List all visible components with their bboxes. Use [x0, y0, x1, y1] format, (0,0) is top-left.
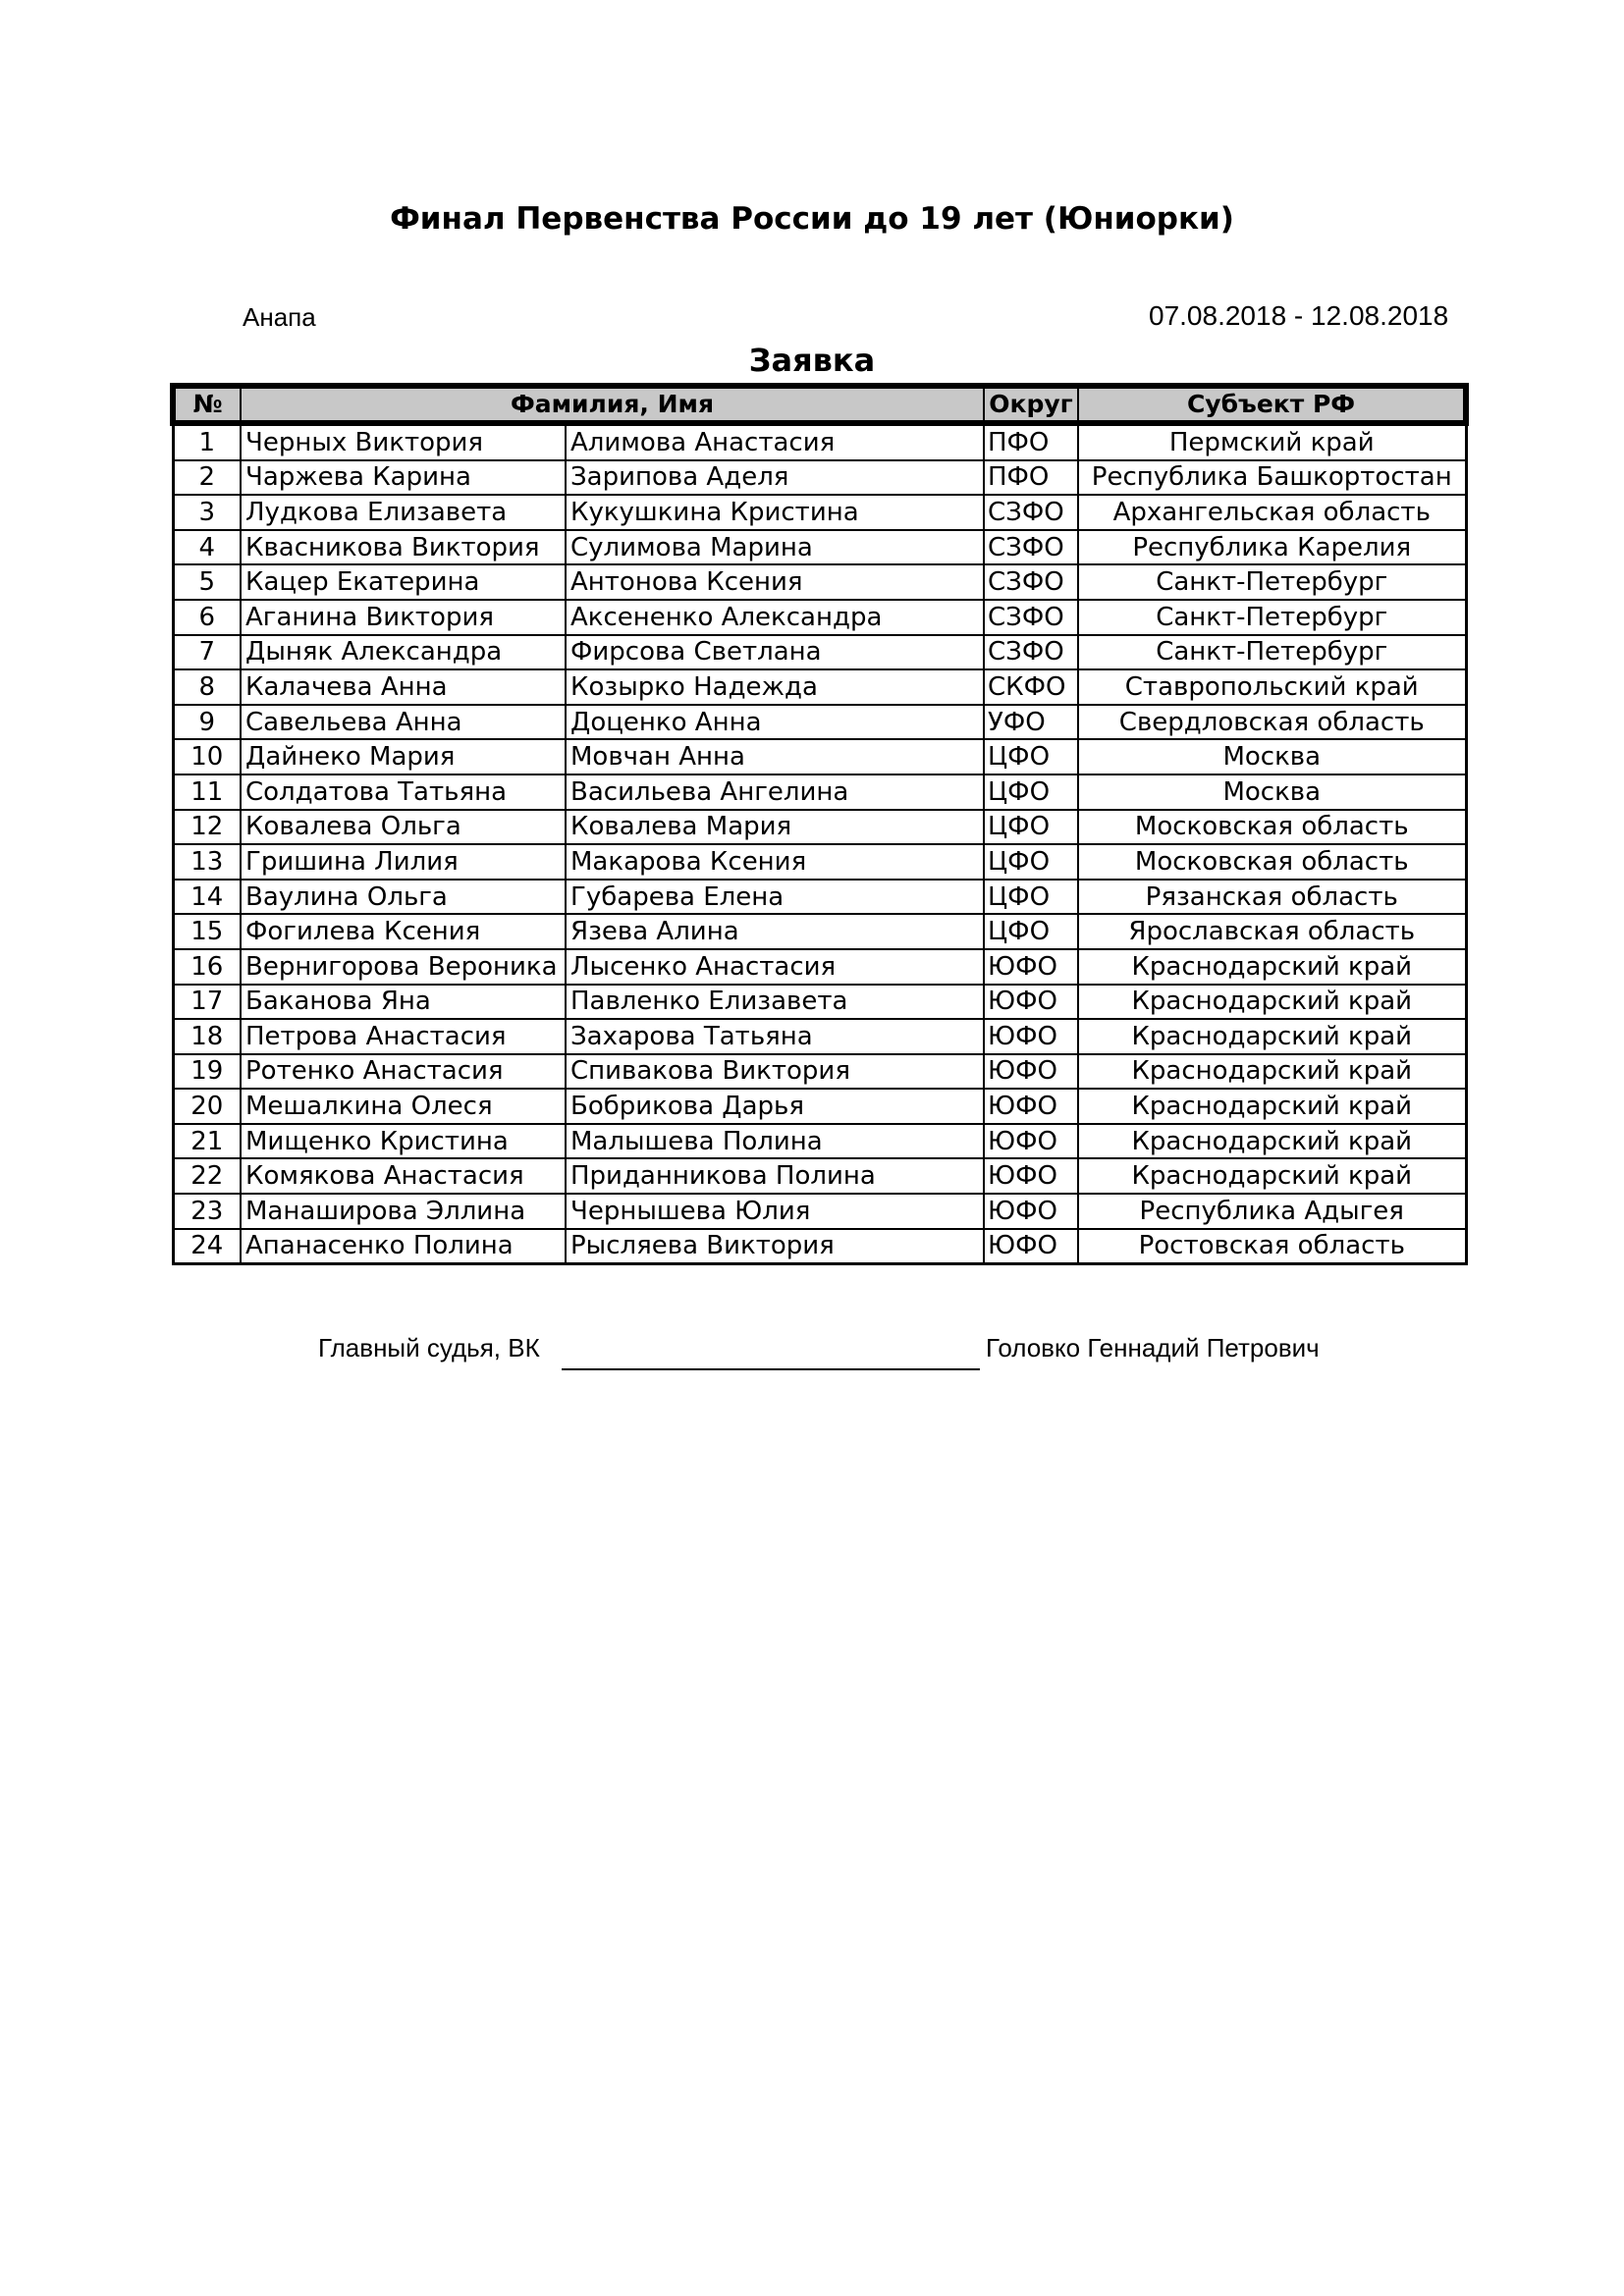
region-cell: Московская область — [1078, 844, 1466, 880]
player-2-name: Бобрикова Дарья — [566, 1089, 984, 1124]
row-num: 17 — [173, 985, 241, 1020]
table-row — [173, 705, 1466, 740]
row-num: 12 — [173, 810, 241, 845]
player-2-name: Доценко Анна — [566, 705, 984, 740]
header-num: № — [173, 386, 241, 423]
district-cell: ЦФО — [984, 774, 1078, 810]
table-row — [173, 774, 1466, 810]
player-2-name: Васильева Ангелина — [566, 774, 984, 810]
row-num: 4 — [173, 530, 241, 565]
signature-line — [562, 1368, 980, 1370]
player-1-name: Мешалкина Олеся — [241, 1089, 566, 1124]
player-1-name: Манаширова Эллина — [241, 1194, 566, 1229]
judge-name: Головко Геннадий Петрович — [986, 1333, 1320, 1362]
region-cell: Республика Адыгея — [1078, 1194, 1466, 1229]
table-row — [173, 880, 1466, 915]
player-2-name: Спивакова Виктория — [566, 1054, 984, 1090]
player-2-name: Фирсова Светлана — [566, 635, 984, 670]
player-1-name: Гришина Лилия — [241, 844, 566, 880]
region-cell: Свердловская область — [1078, 705, 1466, 740]
header-region: Субъект РФ — [1078, 386, 1466, 423]
player-1-name: Дайнеко Мария — [241, 739, 566, 774]
player-2-name: Лысенко Анастасия — [566, 949, 984, 985]
player-2-name: Аксененко Александра — [566, 600, 984, 635]
table-row — [173, 844, 1466, 880]
player-1-name: Фогилева Ксения — [241, 914, 566, 949]
player-1-name: Ротенко Анастасия — [241, 1054, 566, 1090]
row-num: 23 — [173, 1194, 241, 1229]
district-cell: СЗФО — [984, 600, 1078, 635]
event-dates: 07.08.2018 - 12.08.2018 — [1149, 300, 1449, 331]
row-num: 7 — [173, 635, 241, 670]
row-num: 22 — [173, 1158, 241, 1194]
header-district: Округ — [984, 386, 1078, 423]
table-row — [173, 985, 1466, 1020]
district-cell: ЦФО — [984, 844, 1078, 880]
player-2-name: Приданникова Полина — [566, 1158, 984, 1194]
row-num: 16 — [173, 949, 241, 985]
district-cell: ЮФО — [984, 1089, 1078, 1124]
row-num: 14 — [173, 880, 241, 915]
table-row — [173, 495, 1466, 530]
district-cell: ЦФО — [984, 810, 1078, 845]
roster-body — [173, 423, 1466, 1264]
player-2-name: Чернышева Юлия — [566, 1194, 984, 1229]
district-cell: СЗФО — [984, 495, 1078, 530]
player-2-name: Мовчан Анна — [566, 739, 984, 774]
region-cell: Ставропольский край — [1078, 669, 1466, 705]
row-num: 1 — [173, 423, 241, 460]
player-2-name: Ковалева Мария — [566, 810, 984, 845]
row-num: 15 — [173, 914, 241, 949]
region-cell: Санкт-Петербург — [1078, 635, 1466, 670]
table-row — [173, 1019, 1466, 1054]
event-city: Анапа — [243, 302, 316, 332]
table-header-row — [173, 386, 1466, 423]
table-row — [173, 1194, 1466, 1229]
player-2-name: Сулимова Марина — [566, 530, 984, 565]
player-1-name: Баканова Яна — [241, 985, 566, 1020]
district-cell: СЗФО — [984, 530, 1078, 565]
district-cell: ЦФО — [984, 739, 1078, 774]
district-cell: СКФО — [984, 669, 1078, 705]
player-2-name: Зарипова Аделя — [566, 460, 984, 496]
player-1-name: Ковалева Ольга — [241, 810, 566, 845]
player-2-name: Рысляева Виктория — [566, 1229, 984, 1264]
district-cell: УФО — [984, 705, 1078, 740]
player-2-name: Захарова Татьяна — [566, 1019, 984, 1054]
table-row — [173, 635, 1466, 670]
table-row — [173, 600, 1466, 635]
player-2-name: Макарова Ксения — [566, 844, 984, 880]
district-cell: ЮФО — [984, 1054, 1078, 1090]
row-num: 3 — [173, 495, 241, 530]
player-1-name: Квасникова Виктория — [241, 530, 566, 565]
player-1-name: Черных Виктория — [241, 423, 566, 460]
table-row — [173, 1124, 1466, 1159]
row-num: 2 — [173, 460, 241, 496]
player-1-name: Вернигорова Вероника — [241, 949, 566, 985]
player-1-name: Петрова Анастасия — [241, 1019, 566, 1054]
table-row — [173, 949, 1466, 985]
district-cell: ЦФО — [984, 880, 1078, 915]
player-1-name: Ваулина Ольга — [241, 880, 566, 915]
player-1-name: Мищенко Кристина — [241, 1124, 566, 1159]
player-2-name: Язева Алина — [566, 914, 984, 949]
table-row — [173, 739, 1466, 774]
region-cell: Республика Башкортостан — [1078, 460, 1466, 496]
player-2-name: Павленко Елизавета — [566, 985, 984, 1020]
region-cell: Рязанская область — [1078, 880, 1466, 915]
player-1-name: Солдатова Татьяна — [241, 774, 566, 810]
region-cell: Москва — [1078, 774, 1466, 810]
row-num: 13 — [173, 844, 241, 880]
player-2-name: Алимова Анастасия — [566, 423, 984, 460]
row-num: 11 — [173, 774, 241, 810]
player-2-name: Антонова Ксения — [566, 564, 984, 600]
row-num: 9 — [173, 705, 241, 740]
player-2-name: Губарева Елена — [566, 880, 984, 915]
region-cell: Республика Карелия — [1078, 530, 1466, 565]
region-cell: Краснодарский край — [1078, 1019, 1466, 1054]
region-cell: Московская область — [1078, 810, 1466, 845]
table-row — [173, 1054, 1466, 1090]
row-num: 19 — [173, 1054, 241, 1090]
district-cell: ЮФО — [984, 1229, 1078, 1264]
region-cell: Краснодарский край — [1078, 985, 1466, 1020]
player-1-name: Аганина Виктория — [241, 600, 566, 635]
roster-table — [170, 383, 1469, 1265]
region-cell: Краснодарский край — [1078, 1054, 1466, 1090]
region-cell: Санкт-Петербург — [1078, 600, 1466, 635]
district-cell: ПФО — [984, 423, 1078, 460]
region-cell: Краснодарский край — [1078, 1124, 1466, 1159]
region-cell: Ярославская область — [1078, 914, 1466, 949]
row-num: 20 — [173, 1089, 241, 1124]
player-2-name: Кукушкина Кристина — [566, 495, 984, 530]
table-row — [173, 810, 1466, 845]
judge-role: Главный судья, ВК — [318, 1333, 540, 1362]
document-title: Финал Первенства России до 19 лет (Юниорки) — [390, 201, 1234, 237]
region-cell: Ростовская область — [1078, 1229, 1466, 1264]
district-cell: ЮФО — [984, 949, 1078, 985]
row-num: 5 — [173, 564, 241, 600]
district-cell: ЮФО — [984, 1019, 1078, 1054]
player-1-name: Комякова Анастасия — [241, 1158, 566, 1194]
table-row — [173, 1229, 1466, 1264]
player-1-name: Савельева Анна — [241, 705, 566, 740]
district-cell: ЮФО — [984, 1158, 1078, 1194]
district-cell: ЮФО — [984, 1194, 1078, 1229]
row-num: 8 — [173, 669, 241, 705]
region-cell: Пермский край — [1078, 423, 1466, 460]
player-1-name: Чаржева Карина — [241, 460, 566, 496]
row-num: 18 — [173, 1019, 241, 1054]
table-row — [173, 564, 1466, 600]
district-cell: ЮФО — [984, 985, 1078, 1020]
row-num: 21 — [173, 1124, 241, 1159]
table-row — [173, 1158, 1466, 1194]
player-2-name: Малышева Полина — [566, 1124, 984, 1159]
table-row — [173, 460, 1466, 496]
region-cell: Краснодарский край — [1078, 1089, 1466, 1124]
table-row — [173, 669, 1466, 705]
table-row — [173, 914, 1466, 949]
region-cell: Краснодарский край — [1078, 1158, 1466, 1194]
region-cell: Архангельская область — [1078, 495, 1466, 530]
table-row — [173, 423, 1466, 460]
district-cell: СЗФО — [984, 564, 1078, 600]
header-name: Фамилия, Имя — [241, 386, 984, 423]
district-cell: ЮФО — [984, 1124, 1078, 1159]
player-1-name: Кацер Екатерина — [241, 564, 566, 600]
table-row — [173, 530, 1466, 565]
region-cell: Москва — [1078, 739, 1466, 774]
row-num: 10 — [173, 739, 241, 774]
table-row — [173, 1089, 1466, 1124]
player-1-name: Калачева Анна — [241, 669, 566, 705]
district-cell: ЦФО — [984, 914, 1078, 949]
player-1-name: Лудкова Елизавета — [241, 495, 566, 530]
document-subtitle: Заявка — [748, 342, 876, 379]
district-cell: ПФО — [984, 460, 1078, 496]
player-2-name: Козырко Надежда — [566, 669, 984, 705]
district-cell: СЗФО — [984, 635, 1078, 670]
region-cell: Краснодарский край — [1078, 949, 1466, 985]
player-1-name: Дыняк Александра — [241, 635, 566, 670]
region-cell: Санкт-Петербург — [1078, 564, 1466, 600]
row-num: 24 — [173, 1229, 241, 1264]
player-1-name: Апанасенко Полина — [241, 1229, 566, 1264]
row-num: 6 — [173, 600, 241, 635]
